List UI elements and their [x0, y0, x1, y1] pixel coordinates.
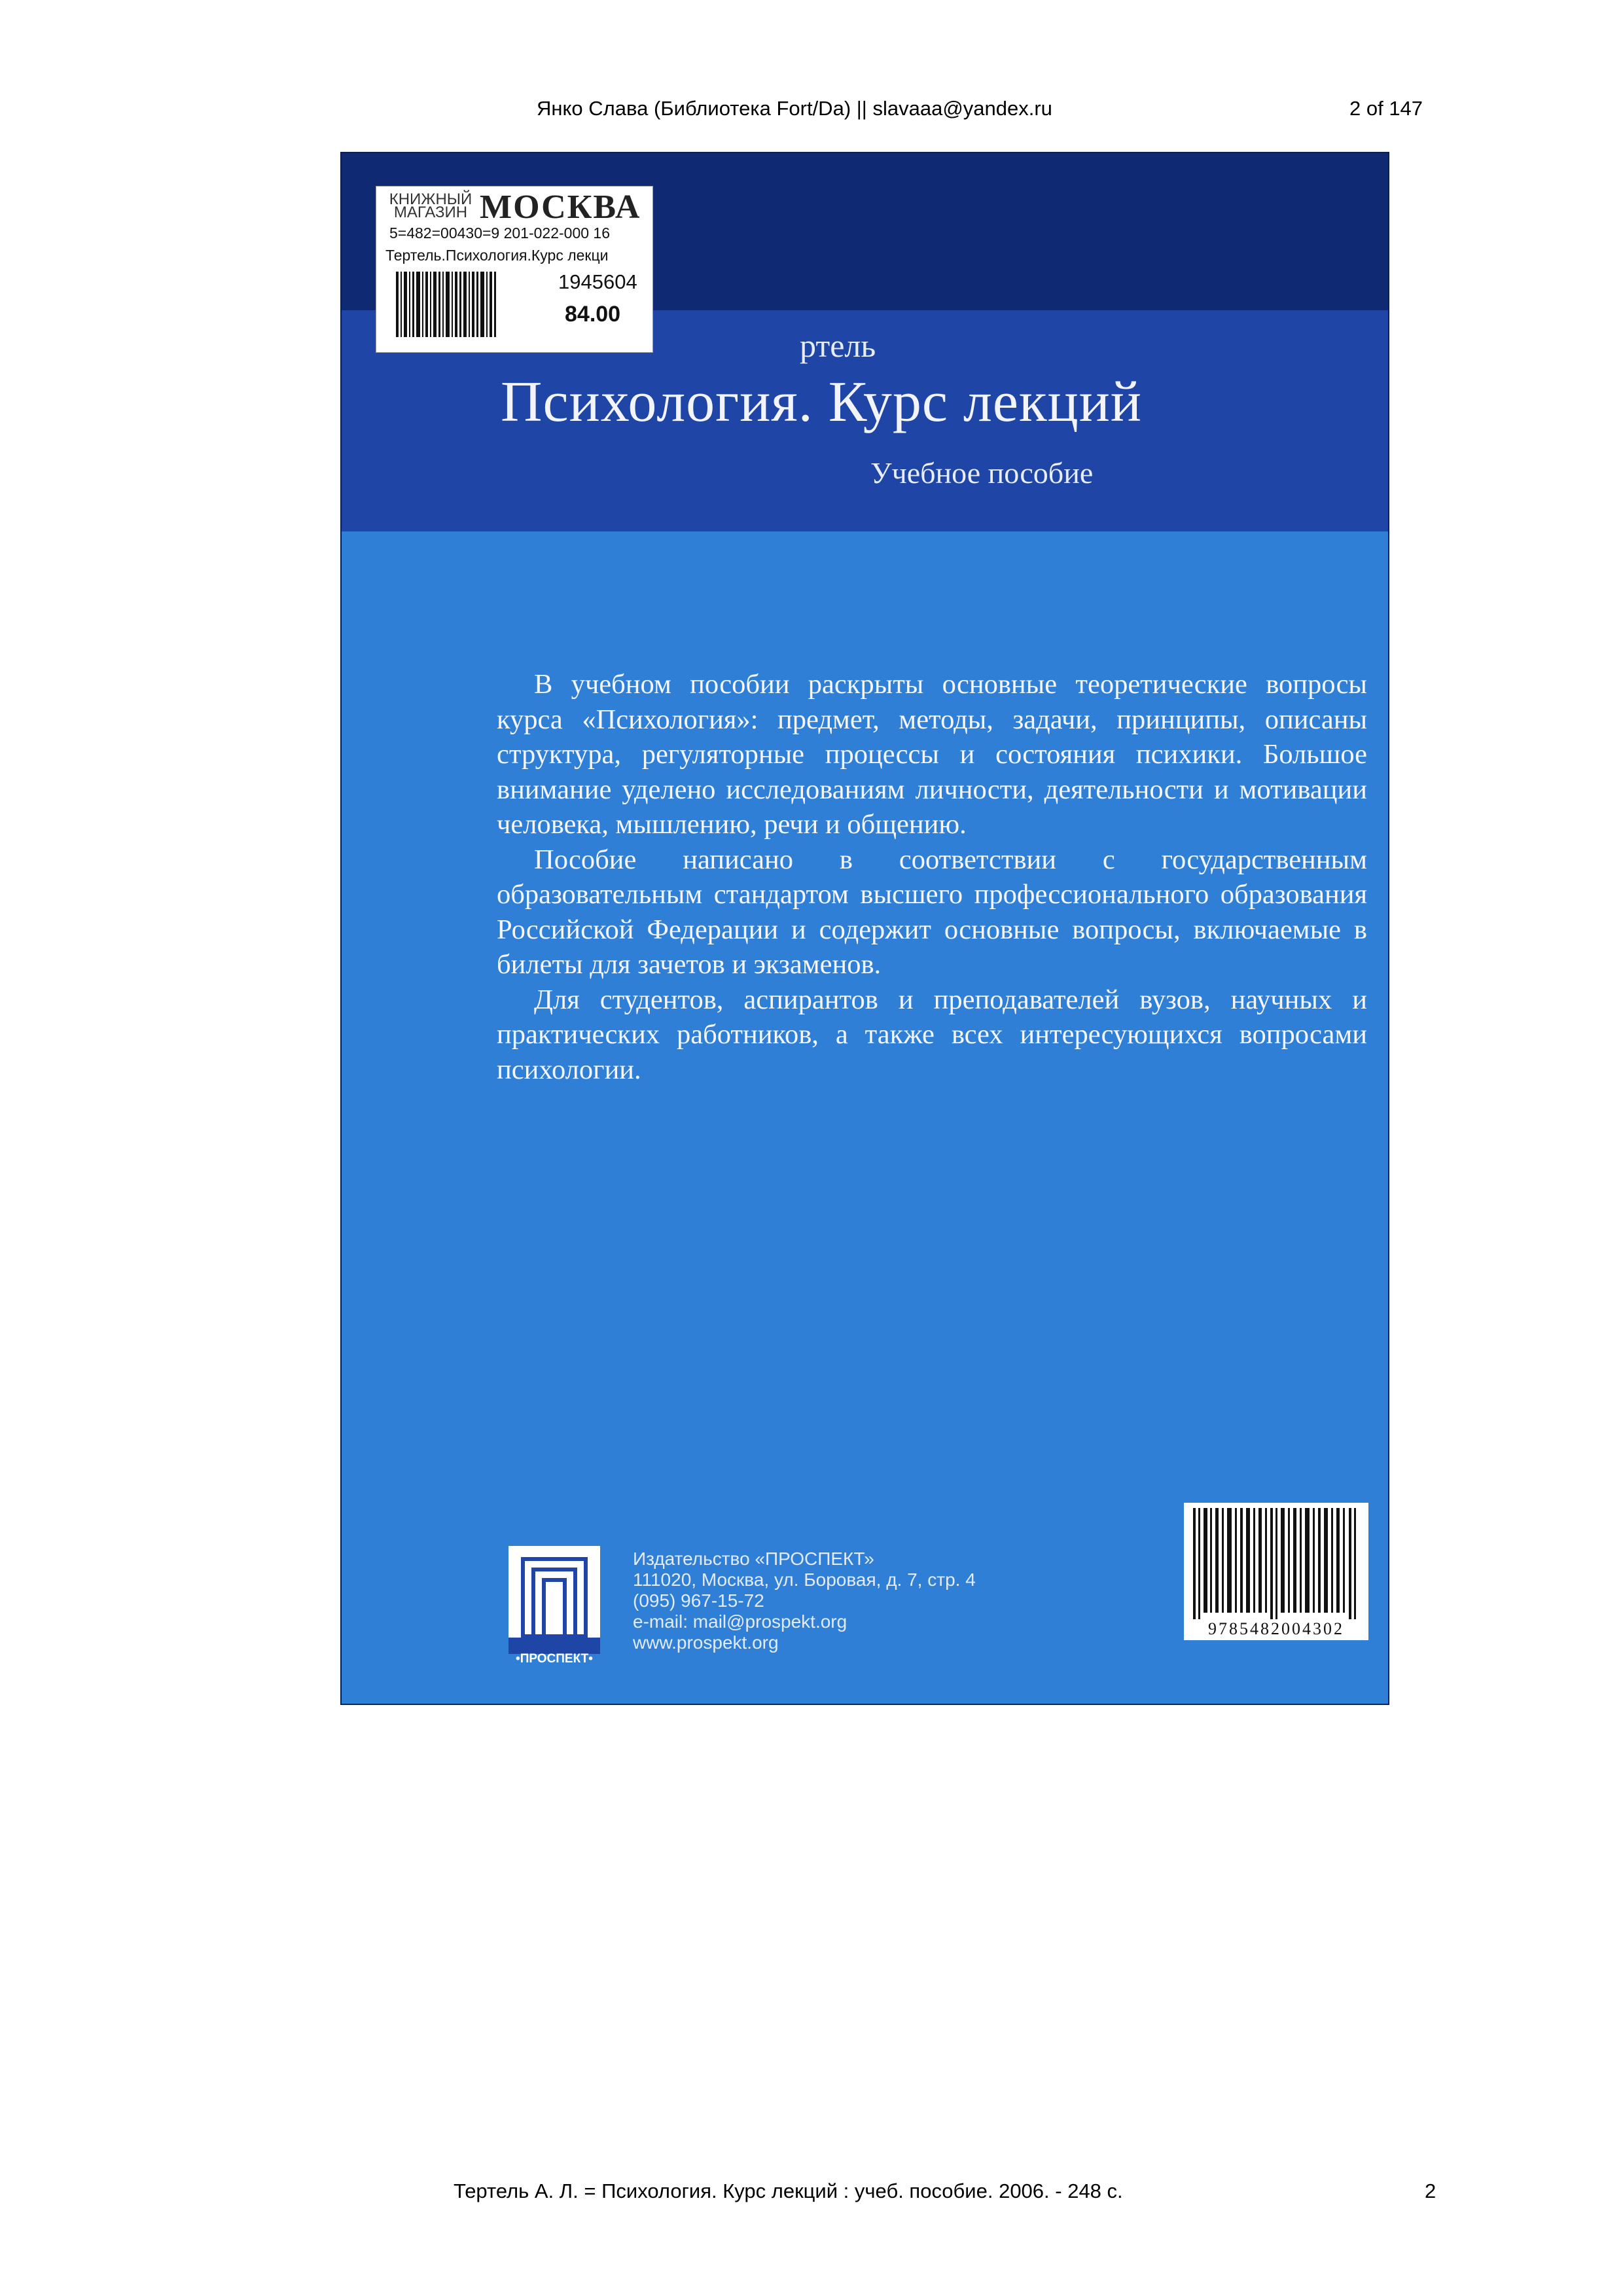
prospekt-logo-label: •ПРОСПЕКТ•	[516, 1652, 593, 1666]
cover-title: Психология. Курс лекций	[501, 370, 1142, 434]
cover-author: ртель	[800, 327, 876, 364]
publisher-line: (095) 967-15-72	[633, 1590, 764, 1611]
isbn-digits: 9785482004302	[1208, 1619, 1344, 1638]
page-header	[0, 97, 1623, 130]
book-cover-image	[340, 152, 1389, 1705]
sticker-shop-label: КНИЖНЫЙ МАГАЗИН	[389, 190, 473, 221]
sticker-city: МОСКВА	[480, 188, 641, 226]
sticker-barcode-icon	[396, 272, 501, 344]
footer-page-number: 2	[1425, 2179, 1436, 2202]
sticker-code: 5=482=00430=9 201-022-000 16	[389, 224, 611, 242]
publisher-info	[633, 1549, 976, 1653]
footer-citation: Тертель А. Л. = Психология. Курс лекций : учеб. пособие. 2006. - 248 с.	[454, 2179, 1123, 2202]
sticker-book-name: Тертель.Психология.Курс лекци	[385, 247, 609, 264]
publisher-line: e-mail: mail@prospekt.org	[633, 1611, 847, 1632]
publisher-line: Издательство «ПРОСПЕКТ»	[633, 1549, 874, 1569]
header-title: Янко Слава (Библиотека Fort/Da) || slavaaa@yandex.ru	[537, 97, 1052, 120]
sticker-price: 84.00	[565, 302, 621, 327]
description-paragraph: Для студентов, аспирантов и преподавателей вузов, научных и практических работников, а также всех интересующихся вопросами психологии.	[497, 984, 1367, 1085]
cover-subtitle: Учебное пособие	[870, 456, 1094, 490]
prospekt-logo-icon	[508, 1546, 600, 1654]
page-footer	[0, 2179, 1623, 2212]
description-paragraph: В учебном пособии раскрыты основные теоретические вопросы курса «Психология»: предмет, методы, задачи, принципы, описаны структура, регуляторные процессы и состояния психики. Большое внимание уделено исследованиям личности, деятельности и мотивации человека, мышлению, речи и общению.	[497, 669, 1367, 840]
price-sticker	[376, 186, 653, 353]
publisher-line: www.prospekt.org	[633, 1632, 779, 1653]
cover-description	[497, 667, 1367, 1087]
description-paragraph: Пособие написано в соответствии с государственным образовательным стандартом высшего профессионального образования Российской Федерации и содержит основные вопросы, включаемые в билеты для зачетов и экзаменов.	[497, 844, 1367, 980]
sticker-id: 1945604	[558, 270, 637, 293]
isbn-barcode-icon	[1184, 1508, 1368, 1623]
publisher-line: 111020, Москва, ул. Боровая, д. 7, стр. 4	[633, 1570, 976, 1590]
header-page-count: 2 of 147	[1349, 97, 1423, 120]
